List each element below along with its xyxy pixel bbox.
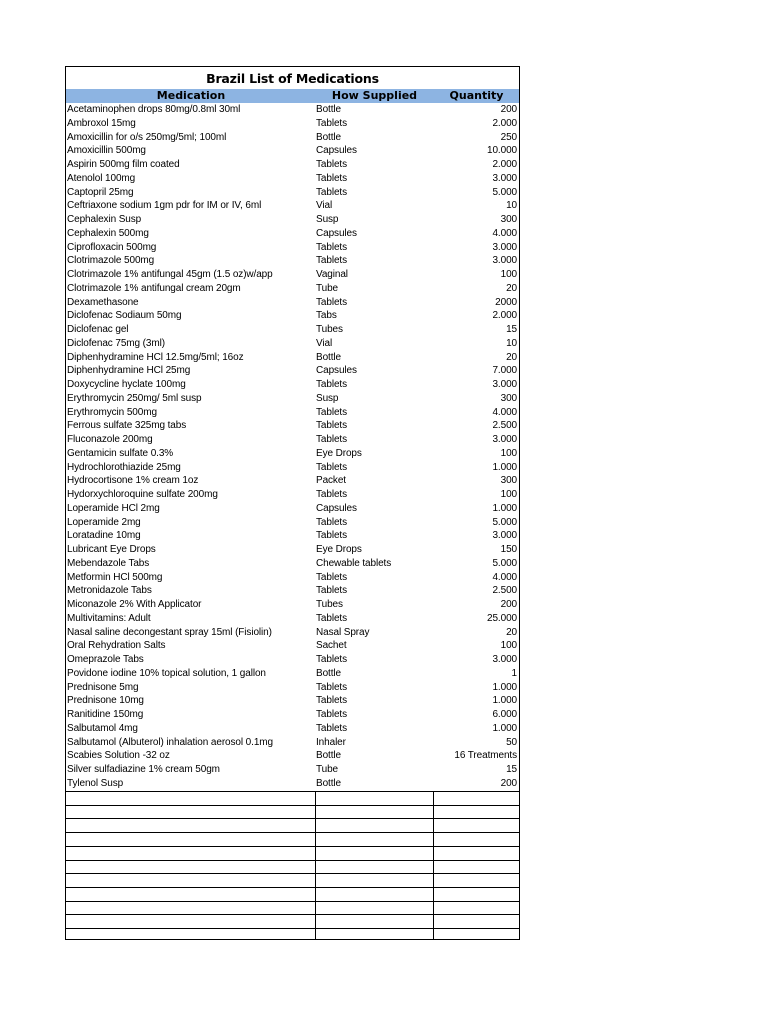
how-supplied-cell: Tablets [316, 709, 347, 720]
quantity-cell: 3.000 [492, 241, 517, 253]
medication-cell: Aspirin 500mg film coated [67, 159, 180, 170]
quantity-cell: 300 [500, 475, 517, 487]
table-row [66, 282, 519, 296]
quantity-cell: 25.000 [487, 612, 517, 624]
how-supplied-cell: Vial [316, 200, 333, 212]
table-row [66, 488, 519, 502]
table-row [66, 406, 519, 420]
quantity-cell: 300 [500, 214, 517, 225]
quantity-cell: 15 [506, 324, 517, 335]
medication-cell: Hydrochlorothiazide 25mg [67, 461, 181, 473]
how-supplied-cell: Vial [316, 337, 333, 349]
quantity-cell: 2000 [495, 296, 517, 308]
quantity-cell: 3.000 [492, 379, 517, 390]
how-supplied-cell: Tablets [316, 296, 347, 308]
medication-cell: Prednisone 5mg [67, 681, 139, 693]
table-row [66, 309, 519, 323]
column-header-row [66, 89, 519, 103]
how-supplied-cell: Tablets [316, 654, 347, 665]
quantity-cell: 3.000 [492, 255, 517, 267]
quantity-cell: 16 Treatments [454, 750, 517, 762]
medication-cell: Clotrimazole 1% antifungal cream 20gm [67, 282, 241, 294]
table-row [66, 378, 519, 392]
medication-cell: Cephalexin 500mg [67, 227, 149, 239]
table-row [66, 694, 519, 708]
medication-cell: Dexamethasone [67, 296, 139, 308]
medication-cell: Scabies Solution -32 oz [67, 750, 170, 762]
medication-cell: Miconazole 2% With Applicator [67, 599, 202, 610]
table-row [66, 158, 519, 172]
how-supplied-cell: Bottle [316, 351, 341, 363]
how-supplied-cell: Bottle [316, 777, 341, 789]
quantity-cell: 10 [506, 200, 517, 212]
quantity-cell: 100 [500, 489, 517, 500]
how-supplied-cell: Tablets [316, 172, 347, 184]
how-supplied-cell: Tablets [316, 379, 347, 390]
quantity-cell: 3.000 [492, 172, 517, 184]
medication-cell: Diphenhydramine HCl 25mg [67, 365, 191, 377]
medication-cell: Amoxicillin for o/s 250mg/5ml; 100ml [67, 131, 227, 143]
medication-cell: Diclofenac gel [67, 324, 129, 335]
medication-cell: Salbutamol 4mg [67, 722, 138, 734]
medication-cell: Ambroxol 15mg [67, 117, 136, 129]
how-supplied-cell: Capsules [316, 145, 357, 157]
medication-cell: Doxycycline hyclate 100mg [67, 379, 186, 390]
how-supplied-cell: Tablets [316, 117, 347, 129]
medication-sheet [65, 66, 520, 940]
how-supplied-cell: Tablets [316, 695, 347, 707]
table-row [66, 392, 519, 406]
table-row [66, 474, 519, 488]
grid-horizontal-line [66, 887, 519, 888]
how-supplied-cell: Tablets [316, 612, 347, 624]
medication-cell: Hydorxychloroquine sulfate 200mg [67, 489, 218, 500]
medication-cell: Ceftriaxone sodium 1gm pdr for IM or IV, 6ml [67, 200, 262, 212]
table-row [66, 708, 519, 722]
table-row [66, 543, 519, 557]
quantity-cell: 20 [506, 282, 517, 294]
quantity-cell: 200 [500, 104, 517, 115]
table-row [66, 186, 519, 200]
grid-vertical-line [433, 791, 434, 939]
quantity-cell: 1.000 [492, 695, 517, 707]
table-row [66, 131, 519, 145]
how-supplied-cell: Chewable tablets [316, 557, 392, 569]
how-supplied-cell: Inhaler [316, 736, 346, 748]
how-supplied-cell: Tube [316, 282, 339, 294]
medication-cell: Metformin HCl 500mg [67, 571, 163, 583]
medication-cell: Salbutamol (Albuterol) inhalation aerosol 0.1mg [67, 736, 273, 748]
quantity-cell: 1 [511, 667, 517, 679]
table-row [66, 598, 519, 612]
table-row [66, 323, 519, 337]
table-row [66, 268, 519, 282]
how-supplied-cell: Tablets [316, 255, 347, 267]
quantity-cell: 6.000 [492, 709, 517, 720]
table-row [66, 626, 519, 640]
medication-cell: Diclofenac 75mg (3ml) [67, 337, 165, 349]
medication-cell: Povidone iodine 10% topical solution, 1 gallon [67, 667, 266, 679]
how-supplied-cell: Tablets [316, 159, 347, 170]
grid-horizontal-line [66, 914, 519, 915]
medication-cell: Multivitamins: Adult [67, 612, 151, 624]
medication-cell: Loperamide 2mg [67, 516, 141, 528]
medication-cell: Captopril 25mg [67, 186, 134, 198]
how-supplied-cell: Susp [316, 214, 339, 225]
how-supplied-cell: Packet [316, 475, 346, 487]
how-supplied-cell: Bottle [316, 667, 341, 679]
quantity-cell: 200 [500, 599, 517, 610]
how-supplied-cell: Tablets [316, 530, 347, 542]
medication-cell: Hydrocortisone 1% cream 1oz [67, 475, 199, 487]
how-supplied-cell: Tube [316, 764, 339, 775]
medication-cell: Cephalexin Susp [67, 214, 142, 225]
table-row [66, 117, 519, 131]
table-row [66, 557, 519, 571]
quantity-cell: 2.500 [492, 585, 517, 597]
grid-horizontal-line [66, 791, 519, 792]
table-row [66, 722, 519, 736]
medication-cell: Metronidazole Tabs [67, 585, 152, 597]
table-row [66, 172, 519, 186]
grid-horizontal-line [66, 901, 519, 902]
medication-cell: Amoxicillin 500mg [67, 145, 146, 157]
medication-cell: Nasal saline decongestant spray 15ml (Fisiolin) [67, 626, 272, 638]
quantity-cell: 2.000 [492, 310, 517, 322]
table-row [66, 103, 519, 117]
how-supplied-cell: Eye Drops [316, 544, 362, 555]
table-row [66, 241, 519, 255]
column-header-medication: Medication [156, 89, 226, 102]
medication-cell: Clotrimazole 500mg [67, 255, 155, 267]
table-row [66, 571, 519, 585]
medication-cell: Loratadine 10mg [67, 530, 141, 542]
quantity-cell: 50 [506, 736, 517, 748]
quantity-cell: 20 [506, 351, 517, 363]
table-row [66, 337, 519, 351]
quantity-cell: 1.000 [492, 502, 517, 514]
how-supplied-cell: Bottle [316, 750, 341, 762]
column-header-quantity: Quantity [449, 89, 504, 102]
medication-cell: Omeprazole Tabs [67, 654, 144, 665]
medication-cell: Erythromycin 250mg/ 5ml susp [67, 392, 202, 404]
table-row [66, 447, 519, 461]
quantity-cell: 1.000 [492, 461, 517, 473]
table-row [66, 502, 519, 516]
table-row [66, 584, 519, 598]
quantity-cell: 200 [500, 777, 517, 789]
quantity-cell: 3.000 [492, 654, 517, 665]
table-row [66, 461, 519, 475]
how-supplied-cell: Vaginal [316, 269, 348, 280]
how-supplied-cell: Tablets [316, 406, 347, 418]
quantity-cell: 4.000 [492, 406, 517, 418]
medication-cell: Ferrous sulfate 325mg tabs [67, 420, 187, 432]
table-row [66, 639, 519, 653]
medication-cell: Gentamicin sulfate 0.3% [67, 447, 174, 459]
table-row [66, 199, 519, 213]
table-row [66, 763, 519, 777]
quantity-cell: 2.000 [492, 117, 517, 129]
how-supplied-cell: Tablets [316, 420, 347, 432]
how-supplied-cell: Bottle [316, 104, 341, 115]
how-supplied-cell: Capsules [316, 502, 357, 514]
table-row [66, 612, 519, 626]
grid-horizontal-line [66, 860, 519, 861]
quantity-cell: 10 [506, 337, 517, 349]
quantity-cell: 3.000 [492, 434, 517, 445]
table-row [66, 736, 519, 750]
quantity-cell: 10.000 [487, 145, 517, 157]
grid-vertical-line [315, 791, 316, 939]
grid-horizontal-line [66, 928, 519, 929]
quantity-cell: 5.000 [492, 186, 517, 198]
how-supplied-cell: Nasal Spray [316, 626, 370, 638]
how-supplied-cell: Tablets [316, 681, 347, 693]
table-row [66, 433, 519, 447]
how-supplied-cell: Tablets [316, 489, 347, 500]
grid-horizontal-line [66, 846, 519, 847]
medication-cell: Erythromycin 500mg [67, 406, 157, 418]
table-row [66, 213, 519, 227]
table-row [66, 296, 519, 310]
how-supplied-cell: Tablets [316, 186, 347, 198]
medication-cell: Loperamide HCl 2mg [67, 502, 160, 514]
quantity-cell: 4.000 [492, 571, 517, 583]
medication-cell: Silver sulfadiazine 1% cream 50gm [67, 764, 220, 775]
how-supplied-cell: Bottle [316, 131, 341, 143]
medication-cell: Tylenol Susp [67, 777, 124, 789]
quantity-cell: 250 [500, 131, 517, 143]
grid-horizontal-line [66, 873, 519, 874]
table-row [66, 681, 519, 695]
quantity-cell: 7.000 [492, 365, 517, 377]
table-row [66, 364, 519, 378]
table-row [66, 419, 519, 433]
how-supplied-cell: Tubes [316, 599, 343, 610]
quantity-cell: 2.000 [492, 159, 517, 170]
how-supplied-cell: Tubes [316, 324, 343, 335]
how-supplied-cell: Capsules [316, 227, 357, 239]
column-header-how-supplied: How Supplied [331, 89, 418, 102]
table-row [66, 516, 519, 530]
table-row [66, 529, 519, 543]
table-row [66, 254, 519, 268]
medication-cell: Clotrimazole 1% antifungal 45gm (1.5 oz)w/app [67, 269, 273, 280]
quantity-cell: 150 [500, 544, 517, 555]
how-supplied-cell: Tablets [316, 722, 347, 734]
quantity-cell: 300 [500, 392, 517, 404]
medication-cell: Ciprofloxacin 500mg [67, 241, 157, 253]
table-row [66, 351, 519, 365]
quantity-cell: 1.000 [492, 681, 517, 693]
table-row [66, 144, 519, 158]
quantity-cell: 100 [500, 447, 517, 459]
how-supplied-cell: Tablets [316, 571, 347, 583]
medication-cell: Ranitidine 150mg [67, 709, 144, 720]
medication-cell: Lubricant Eye Drops [67, 544, 156, 555]
quantity-cell: 15 [506, 764, 517, 775]
grid-horizontal-line [66, 805, 519, 806]
how-supplied-cell: Eye Drops [316, 447, 362, 459]
quantity-cell: 4.000 [492, 227, 517, 239]
sheet-title: Brazil List of Medications [206, 71, 379, 86]
medication-cell: Mebendazole Tabs [67, 557, 150, 569]
quantity-cell: 2.500 [492, 420, 517, 432]
medication-cell: Oral Rehydration Salts [67, 640, 166, 652]
medication-cell: Fluconazole 200mg [67, 434, 153, 445]
quantity-cell: 5.000 [492, 516, 517, 528]
how-supplied-cell: Tabs [316, 310, 337, 322]
table-row [66, 227, 519, 241]
table-row [66, 667, 519, 681]
how-supplied-cell: Tablets [316, 585, 347, 597]
medication-cell: Diphenhydramine HCl 12.5mg/5ml; 16oz [67, 351, 244, 363]
grid-horizontal-line [66, 832, 519, 833]
quantity-cell: 20 [506, 626, 517, 638]
quantity-cell: 5.000 [492, 557, 517, 569]
how-supplied-cell: Capsules [316, 365, 357, 377]
quantity-cell: 1.000 [492, 722, 517, 734]
grid-horizontal-line [66, 818, 519, 819]
how-supplied-cell: Sachet [316, 640, 347, 652]
empty-grid [66, 791, 519, 939]
how-supplied-cell: Tablets [316, 516, 347, 528]
table-row [66, 777, 519, 791]
how-supplied-cell: Tablets [316, 241, 347, 253]
quantity-cell: 3.000 [492, 530, 517, 542]
table-row [66, 749, 519, 763]
how-supplied-cell: Tablets [316, 461, 347, 473]
table-row [66, 653, 519, 667]
medication-cell: Acetaminophen drops 80mg/0.8ml 30ml [67, 104, 241, 115]
medication-cell: Atenolol 100mg [67, 172, 136, 184]
how-supplied-cell: Susp [316, 392, 339, 404]
quantity-cell: 100 [500, 269, 517, 280]
how-supplied-cell: Tablets [316, 434, 347, 445]
medication-cell: Prednisone 10mg [67, 695, 144, 707]
quantity-cell: 100 [500, 640, 517, 652]
medication-cell: Diclofenac Sodiaum 50mg [67, 310, 182, 322]
